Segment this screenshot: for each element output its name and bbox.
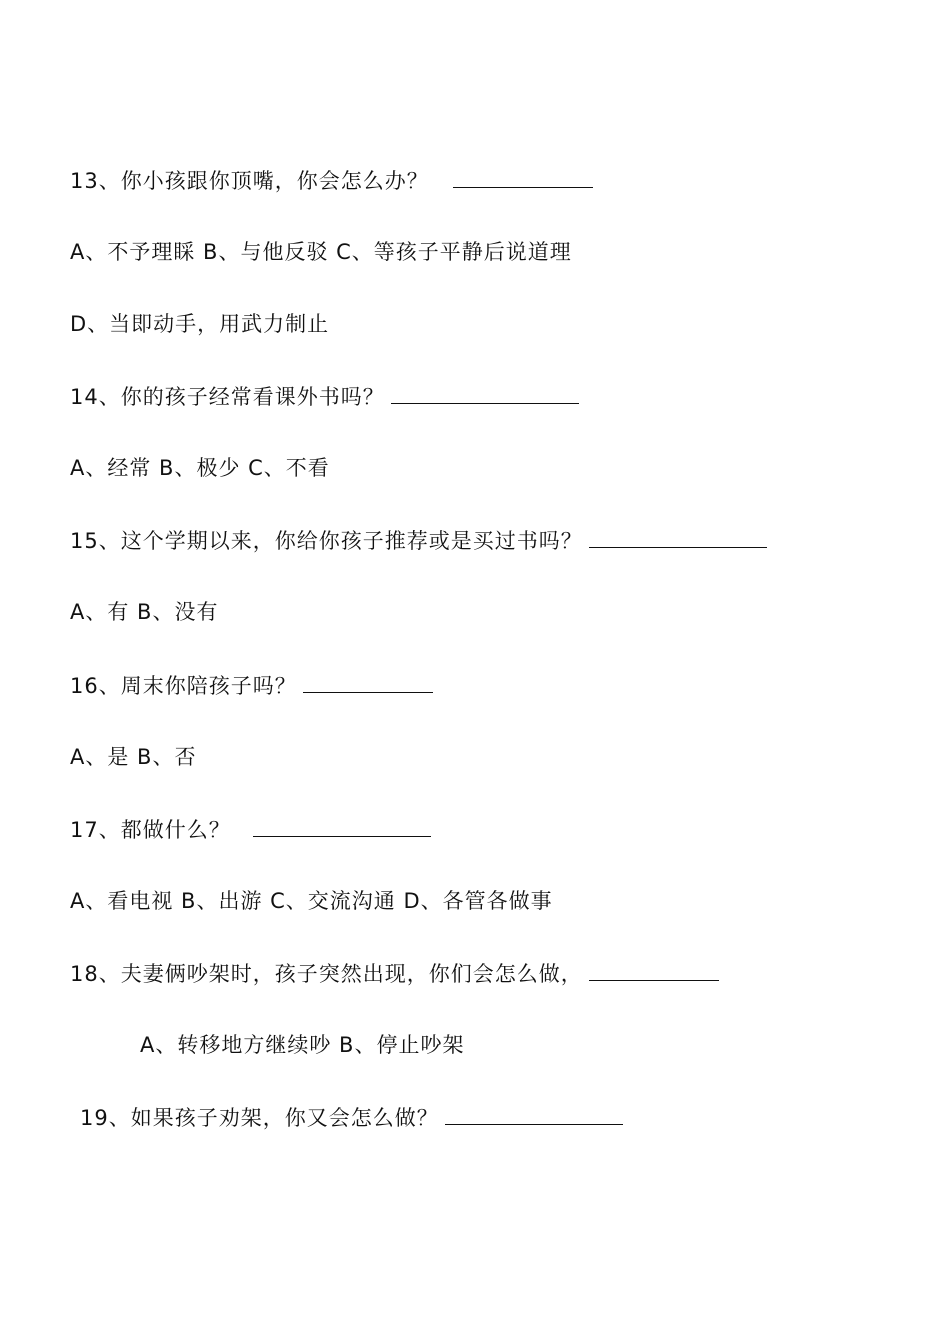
question-text: 14、你的孩子经常看课外书吗？: [70, 385, 385, 409]
question-14: [70, 381, 579, 411]
question-text: 18、夫妻俩吵架时，孩子突然出现，你们会怎么做，: [70, 962, 583, 986]
answer-blank[interactable]: [589, 525, 767, 548]
question-13: [70, 165, 593, 195]
question-text: 19、如果孩子劝架，你又会怎么做？: [80, 1106, 439, 1130]
question-text: 13、你小孩跟你顶嘴，你会怎么办？: [70, 169, 429, 193]
question-text: 15、这个学期以来，你给你孩子推荐或是买过书吗？: [70, 529, 583, 553]
question-14-options: A、经常 B、极少 C、不看: [70, 456, 330, 480]
question-18-options: A、转移地方继续吵 B、停止吵架: [140, 1033, 465, 1057]
question-18: [70, 958, 719, 988]
question-17-options: A、看电视 B、出游 C、交流沟通 D、各管各做事: [70, 889, 553, 913]
question-text: 17、都做什么？: [70, 818, 231, 842]
answer-blank[interactable]: [253, 814, 431, 837]
question-16-options: A、是 B、否: [70, 745, 197, 769]
answer-blank[interactable]: [391, 381, 579, 404]
question-text: 16、周末你陪孩子吗？: [70, 674, 297, 698]
answer-blank[interactable]: [445, 1102, 623, 1125]
question-15: [70, 525, 767, 555]
question-16: [70, 670, 433, 700]
question-15-options: A、有 B、没有: [70, 600, 219, 624]
question-19: [80, 1102, 623, 1132]
question-13-options-2: D、当即动手，用武力制止: [70, 312, 330, 336]
question-13-options: A、不予理睬 B、与他反驳 C、等孩子平静后说道理: [70, 240, 572, 264]
answer-blank[interactable]: [303, 670, 433, 693]
question-17: [70, 814, 431, 844]
answer-blank[interactable]: [453, 165, 593, 188]
answer-blank[interactable]: [589, 958, 719, 981]
